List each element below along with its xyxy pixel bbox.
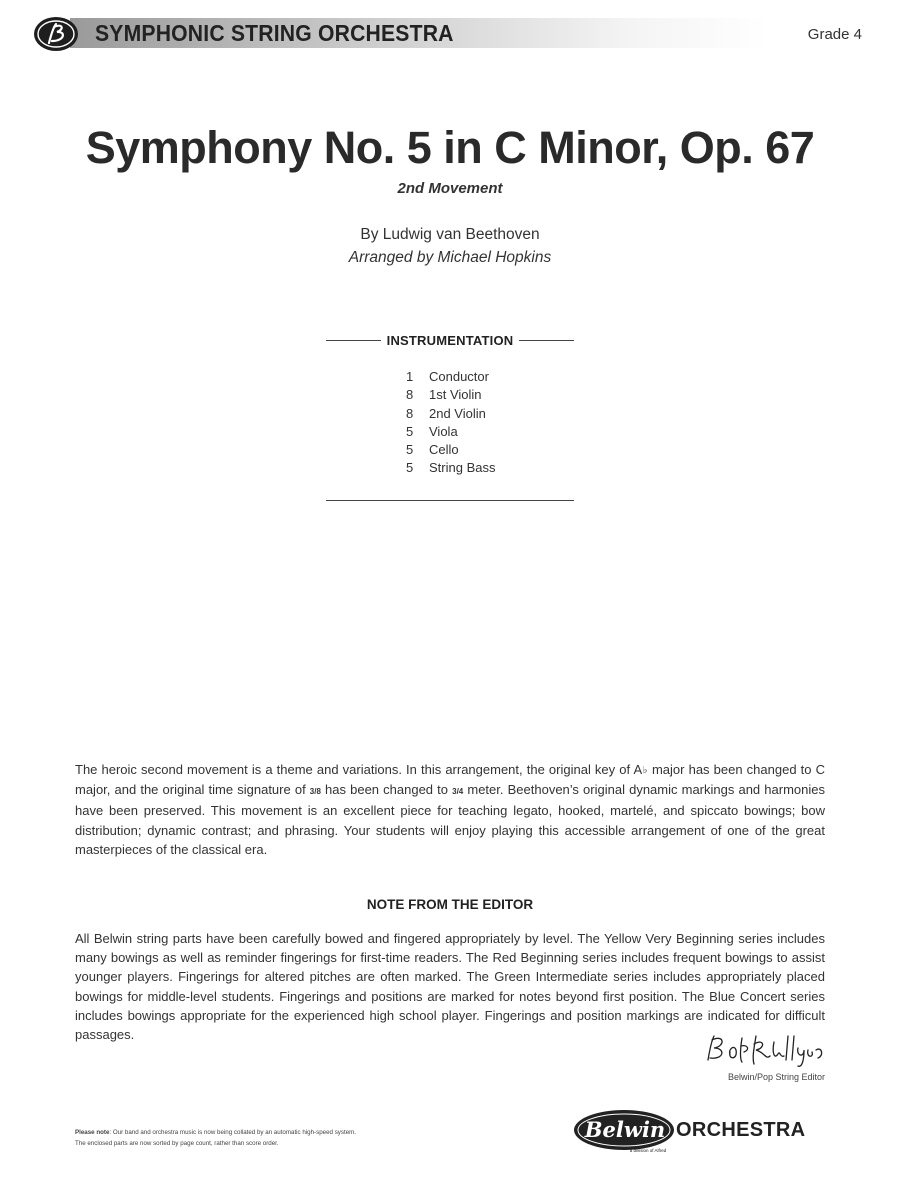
flat-sign: ♭ [642,765,648,776]
publisher-logo [572,1108,832,1156]
editor-note-heading: NOTE FROM THE EDITOR [366,897,534,912]
instrumentation-heading-label: INSTRUMENTATION [386,332,514,348]
heading-rule-left [326,340,381,341]
part-name: Viola [429,423,458,439]
arranger-credit: Arranged by Michael Hopkins [348,249,552,266]
footnote-line-2: The enclosed parts are now sorted by page count, rather than score order. [75,1139,279,1147]
part-quantity: 1 [406,369,414,384]
part-quantity: 8 [406,405,414,421]
belwin-script-logo-icon [572,1108,682,1154]
part-name: Conductor [429,369,489,384]
editor-note-text: All Belwin string parts have been carefully bowed and fingered appropriately by level. The Yellow Very Beginning series includes many bowings as well as reminder fingerings for first-time readers. The Red Beginning series includes frequent bowings to assist younger players. Fingerings for altered pitches are often marked. The Green Intermediate series includes appropriately placed bowings for middle-level students. Fingerings and positions are marked for notes beyond first position. The Blue Concert series includes bowings appropriate for the experienced high school player. Fingerings and position markings are indicated for difficult passages. [75,931,825,1043]
new-time-signature: 3/4 [452,787,464,797]
footnote-lead: Please note [75,1129,110,1136]
publisher-name: ORCHESTRA [676,1119,806,1141]
part-name: String Bass [429,460,496,476]
part-name: Cello [429,442,459,458]
part-name: 2nd Violin [429,405,486,421]
heading-rule-right [519,340,574,341]
list-item [406,441,495,459]
part-quantity: 5 [406,460,414,476]
series-header [0,14,900,58]
piece-title: Symphony No. 5 in C Minor, Op. 67 [85,122,815,173]
list-item [406,386,495,404]
program-note-text: major has been changed to C major, and the original time signature of [75,762,825,798]
publisher-script-name: Belwin [584,1117,666,1142]
editor-signature [700,1030,830,1072]
instrumentation-heading [326,330,574,350]
part-quantity: 5 [406,423,414,439]
grade-label: Grade 4 [807,26,862,43]
instrumentation-bottom-rule [326,500,574,501]
original-time-signature: 3/8 [309,787,321,797]
footnote-line-1 [75,1128,535,1139]
footnote-text: : Our band and orchestra music is now being collated by an automatic high-speed system. [109,1129,357,1136]
instrumentation-list [406,368,495,478]
publisher-tagline: a division of Alfred [629,1148,667,1153]
program-note-text: has been changed to [320,782,453,798]
list-item [406,423,495,441]
list-item [406,405,495,423]
program-note [75,760,825,859]
composer-credit: By Ludwig van Beethoven [360,226,540,243]
part-quantity: 8 [406,387,414,403]
series-title: SYMPHONIC STRING ORCHESTRA [95,20,454,46]
movement-subtitle: 2nd Movement [397,180,503,197]
collation-footnote [75,1128,535,1149]
part-quantity: 5 [406,442,414,458]
program-note-text: The heroic second movement is a theme and variations. In this arrangement, the original key of A [75,762,643,777]
program-note-text: meter. Beethoven’s original dynamic markings and harmonies have been preserved. This movement is an excellent piece for teaching legato, hooked, martelé, and spiccato bowings; bow distribution; dynamic contrast; and phrasing. Your students will enjoy playing this accessible arrangement of one of the great masterpieces of the classical era. [75,782,825,857]
part-name: 1st Violin [429,387,482,403]
belwin-b-emblem-icon [32,14,80,54]
list-item [406,368,495,386]
editor-title: Belwin/Pop String Editor [727,1072,825,1082]
list-item [406,459,495,477]
